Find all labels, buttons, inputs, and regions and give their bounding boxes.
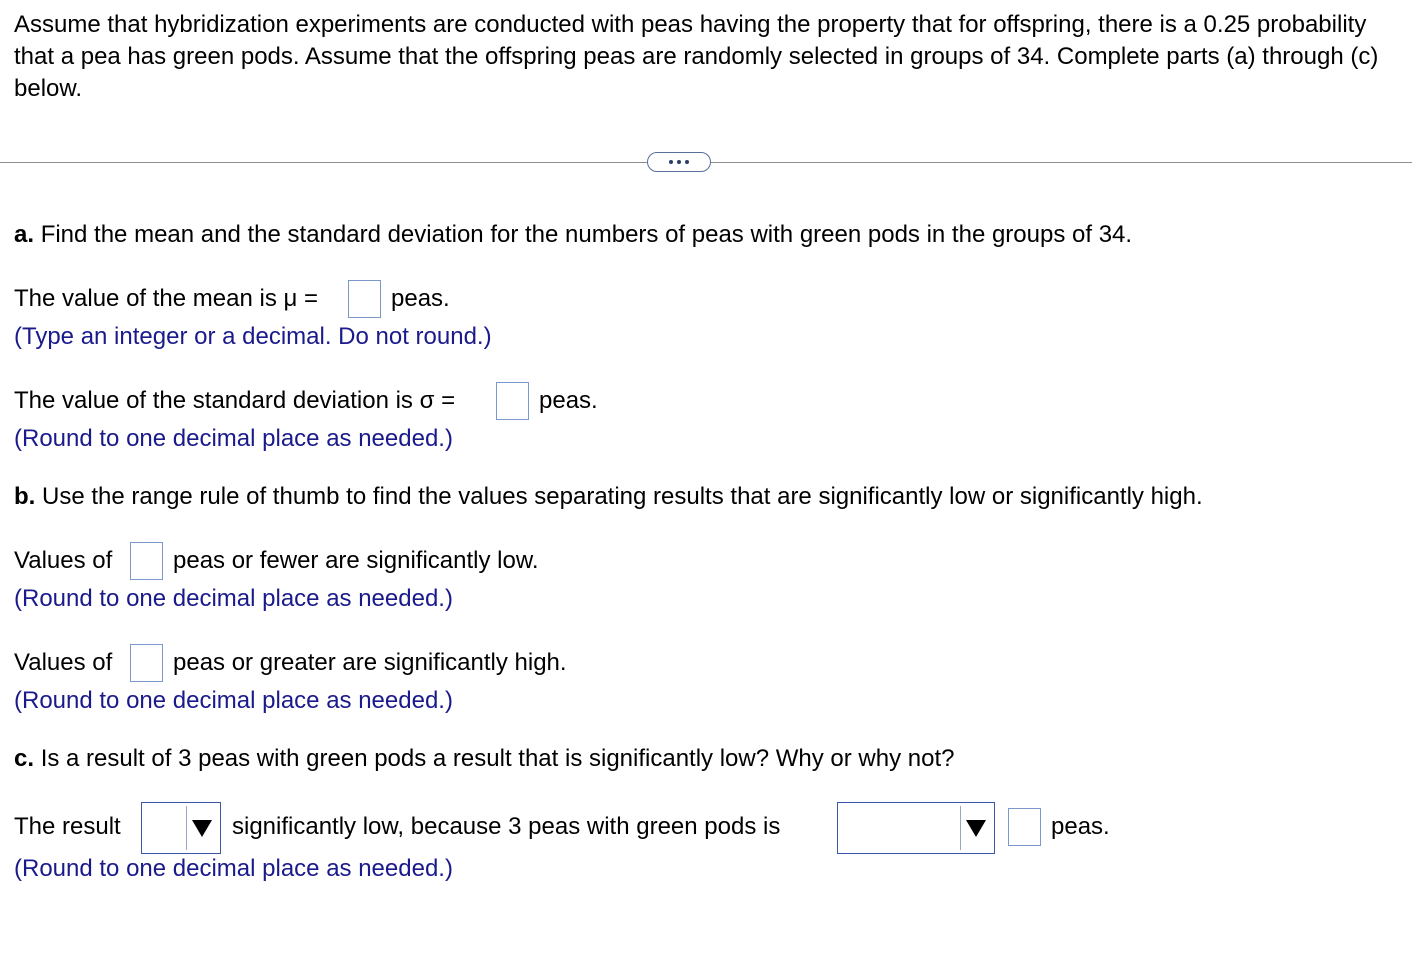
part-a-prompt (14, 219, 1132, 251)
more-options-button[interactable] (647, 152, 711, 172)
part-a-text: Find the mean and the standard deviation for the numbers of peas with green pods in the groups of 34. (40, 221, 1133, 248)
dropdown-arrow-button[interactable] (186, 806, 217, 850)
low-answer-box[interactable] (130, 542, 163, 580)
part-b-prompt (14, 481, 1203, 513)
sd-unit: peas. (539, 387, 598, 414)
triangle-down-icon (966, 820, 986, 837)
high-hint: (Round to one decimal place as needed.) (14, 687, 453, 714)
is-isnot-dropdown[interactable] (141, 802, 221, 854)
result-suffix: peas. (1051, 813, 1110, 840)
high-input[interactable] (131, 645, 162, 681)
low-suffix: peas or fewer are significantly low. (173, 547, 539, 574)
high-suffix: peas or greater are significantly high. (173, 649, 567, 676)
high-answer-box[interactable] (130, 644, 163, 682)
part-c-text: Is a result of 3 peas with green pods a result that is significantly low? Why or why not? (40, 745, 955, 772)
dropdown-arrow-button[interactable] (960, 806, 991, 850)
part-c-marker: c. (14, 745, 35, 772)
question-intro: Assume that hybridization experiments are conducted with peas having the property that for offspring, there is a 0.25 probability that a pea has green pods. Assume that the offspring peas are randomly selected in groups of 34. Complete parts (a) through (c) below. (14, 11, 1379, 102)
ellipsis-dot-icon (685, 160, 689, 164)
high-prefix: Values of (14, 649, 113, 676)
result-prefix: The result (14, 813, 121, 840)
part-a-marker: a. (14, 221, 35, 248)
result-input[interactable] (1009, 809, 1040, 845)
sd-hint: (Round to one decimal place as needed.) (14, 425, 453, 452)
low-prefix: Values of (14, 547, 113, 574)
sd-answer-box[interactable] (496, 382, 529, 420)
comparison-dropdown[interactable] (837, 802, 995, 854)
result-middle: significantly low, because 3 peas with green pods is (232, 813, 781, 840)
mean-input[interactable] (349, 281, 380, 317)
mean-label: The value of the mean is μ = (14, 285, 318, 312)
sd-label: The value of the standard deviation is σ = (14, 387, 456, 414)
part-b-text: Use the range rule of thumb to find the values separating results that are significantly low or significantly high. (42, 483, 1203, 510)
sd-input[interactable] (497, 383, 528, 419)
ellipsis-dot-icon (669, 160, 673, 164)
triangle-down-icon (192, 820, 212, 837)
part-b-marker: b. (14, 483, 36, 510)
low-hint: (Round to one decimal place as needed.) (14, 585, 453, 612)
low-input[interactable] (131, 543, 162, 579)
mean-unit: peas. (391, 285, 450, 312)
result-answer-box[interactable] (1008, 808, 1041, 846)
part-c-prompt (14, 743, 954, 775)
mean-hint: (Type an integer or a decimal. Do not round.) (14, 323, 492, 350)
ellipsis-dot-icon (677, 160, 681, 164)
mean-answer-box[interactable] (348, 280, 381, 318)
result-hint: (Round to one decimal place as needed.) (14, 855, 453, 882)
